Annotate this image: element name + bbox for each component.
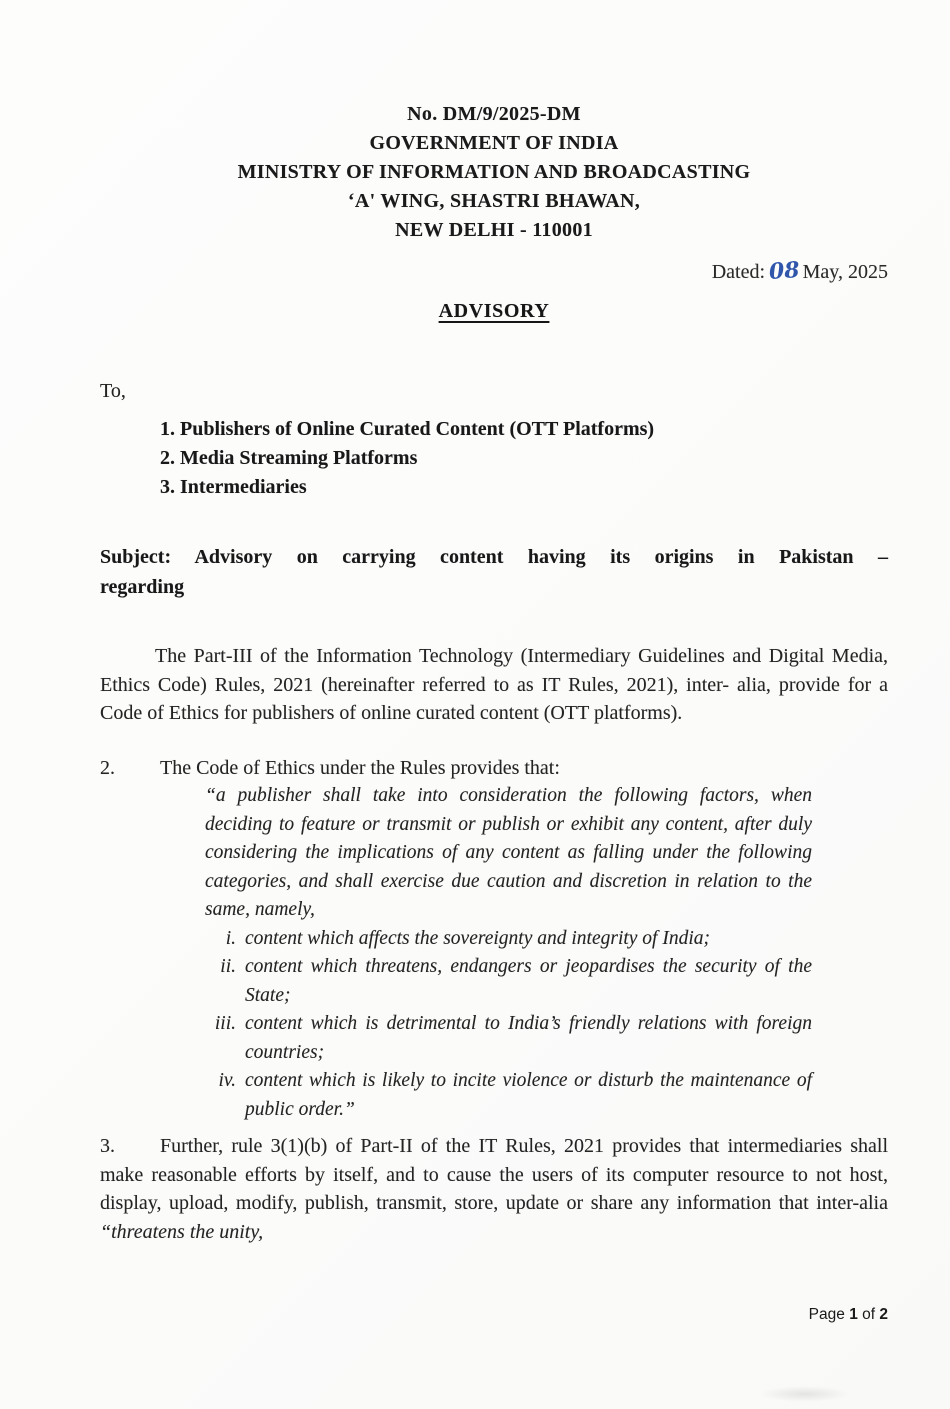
ministry-name: MINISTRY OF INFORMATION AND BROADCASTING [237,161,751,183]
document-title [100,300,888,323]
quote-item-public-order [205,1067,812,1124]
scan-smudge [760,1386,850,1402]
quote-item-text: content which is detrimental to India’s friendly relations with foreign countries; [245,1013,812,1063]
recipient-item-ott-publishers [180,415,888,444]
footer-total-pages: 2 [879,1306,888,1323]
page-footer [809,1306,888,1324]
recipient-item-intermediaries [180,473,888,502]
date-day-handwritten: 08 [768,256,801,286]
paragraph-3-text: Further, rule 3(1)(b) of Part-II of the IT Rules, 2021 provides that intermediaries shall make reasonable efforts by itself, and to cause the users of its computer resource to not host, display, upload, modify, publish, transmit, store, update or share any information that inter-alia [100,1135,888,1214]
quote-item-number: i. [225,927,236,949]
quote-item-text: content which threatens, endangers or jeopardises the security of the State; [245,956,812,1006]
address-city: NEW DELHI - 110001 [395,219,593,241]
quote-item-number: iv. [218,1070,236,1091]
paragraph-2 [100,754,888,783]
paragraph-3-quoted-text: “threatens the unity, [100,1220,264,1243]
paragraph-3-number: 3. [100,1135,115,1157]
quote-item-friendly-relations [205,1010,812,1067]
recipient-label: Intermediaries [180,476,307,498]
recipient-list [158,415,888,502]
letterhead [100,100,888,245]
quote-item-list [205,925,812,1125]
to-label: To, [100,380,126,402]
footer-of-word: of [862,1306,876,1323]
recipient-label: Media Streaming Platforms [180,447,418,469]
subject-line-1: Subject: Advisory on carrying content having its origins in Pakistan – [100,546,888,568]
quote-item-number: ii. [220,956,236,977]
footer-page-number: 1 [849,1306,858,1323]
intro-paragraph: The Part-III of the Information Technology (Intermediary Guidelines and Digital Media, Ethics Code) Rules, 2021 (hereinafter referred to as IT Rules, 2021), inter- alia, provide for a Code of Ethics for publishers of online curated content (OTT platforms). [100,645,888,724]
code-of-ethics-quote-intro: “a publisher shall take into consideration the following factors, when deciding to feature or transmit or publish or exhibit any content, after duly considering the implications of any content as falling under the following categories, and shall exercise due caution and discretion in relation to the same, namely, [205,785,812,920]
paragraph-2-number: 2. [100,756,115,779]
subject-block [100,542,888,602]
recipient-label: Publishers of Online Curated Content (OTT Platforms) [180,418,655,440]
date-label: Dated: [711,261,765,283]
address-wing: ‘A' WING, SHASTRI BHAWAN, [347,190,641,212]
advisory-title-text: ADVISORY [438,300,550,322]
quote-item-sovereignty [205,925,812,954]
quote-item-security [205,953,812,1010]
paragraph-2-text: The Code of Ethics under the Rules provides that: [160,756,560,779]
date-month-year: May, 2025 [802,261,888,283]
subject-line-2: regarding [100,576,185,598]
quote-item-text: content which affects the sovereignty and integrity of India; [245,927,711,949]
recipient-item-media-streaming [180,444,888,473]
quote-item-text: content which is likely to incite violence or disturb the maintenance of public order.” [245,1070,812,1120]
government-name: GOVERNMENT OF INDIA [369,132,619,154]
paragraph-3 [100,1132,888,1246]
quote-item-number: iii. [214,1013,236,1034]
reference-number: No. DM/9/2025-DM [407,103,581,125]
footer-page-word: Page [808,1306,845,1323]
date-line [100,258,888,284]
